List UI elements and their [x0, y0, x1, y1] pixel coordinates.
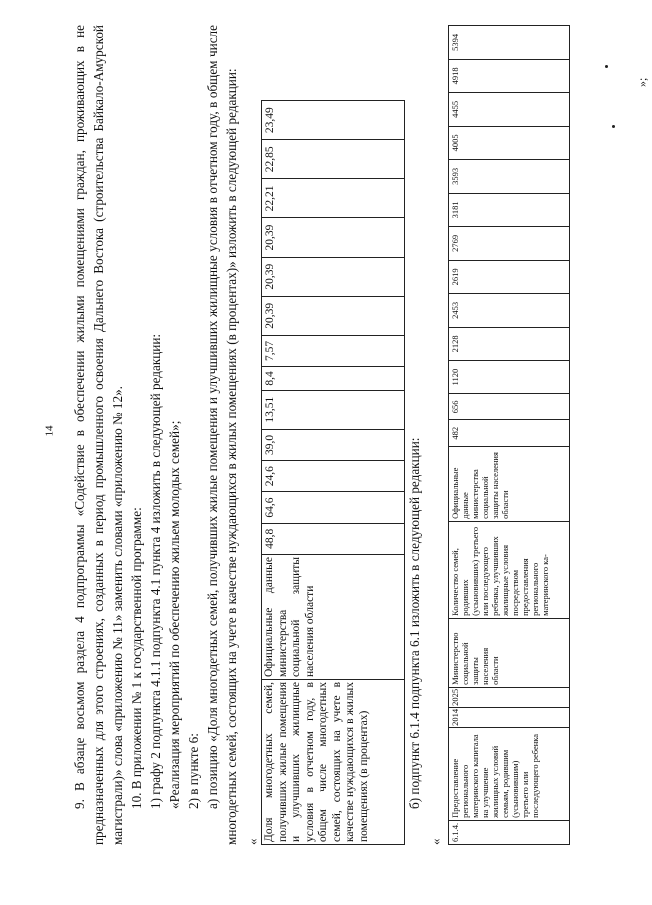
- value-cell: 2619: [449, 260, 570, 294]
- value-cell: 1120: [449, 361, 570, 394]
- value-cell: 4005: [449, 126, 570, 160]
- item-name-cell: Предоставление регионального материнского капитала на улучшение жилищных условий семьям, родившим (усыновившим) третьего или последующего ребенка: [449, 727, 570, 820]
- value-cell: 3181: [449, 193, 570, 227]
- value-cell: 2769: [449, 227, 570, 261]
- value-cell: 64,6: [262, 492, 405, 523]
- value-cell: 3593: [449, 160, 570, 194]
- value-cell: 4918: [449, 59, 570, 93]
- value-cell: 7,57: [262, 335, 405, 366]
- indicator-name-cell: Доля многодетных семей, получивших жилые помещения и улучшивших жилищные условия в отчетном году, в общем числе многодетных семей, состоящих на учете в качестве нуждающихся в жилых помещениях (в процентах): [262, 680, 405, 845]
- close-quote-1: »;: [635, 77, 649, 87]
- table-row: [262, 101, 405, 845]
- table-row: [449, 26, 570, 845]
- value-cell: 2128: [449, 327, 570, 361]
- value-cell: 24,6: [262, 461, 405, 492]
- table-indicator-large-families: [261, 100, 405, 845]
- year-to-cell: 2025: [449, 687, 570, 707]
- paragraph-9: 9. В абзаце восьмом раздела 4 подпрограммы «Содействие в обеспечении жилыми помещениями граждан, проживающих в не предназначенных для этого строениях, созданных в период промышленного освоения Дальнего Востока (строительства Байкало-Амурской магистрали)» слова «приложению № 11» заменить словами «приложению № 12».: [72, 25, 125, 845]
- indicator-source-cell: Официальные данные министерства социальной защиты населения области: [262, 555, 405, 680]
- value-cell: 22,85: [262, 140, 405, 179]
- value-cell: 20,39: [262, 218, 405, 257]
- speck-dot: [612, 125, 615, 128]
- paragraph-10-2: 2) в пункте 6:: [186, 733, 201, 809]
- speck-dot: [605, 65, 608, 68]
- value-cell: 2453: [449, 294, 570, 328]
- value-cell: 20,39: [262, 296, 405, 335]
- indicator-cell: Количество семей, родивших (усыновивших) третьего или последующего ребенка, улучшивших жилищные условия посредством предоставления регионального материнского ка-: [449, 521, 570, 618]
- value-cell: 656: [449, 394, 570, 420]
- item-number-cell: 6.1.4.: [449, 820, 570, 844]
- executor-cell: Министерство социальной защиты населения области: [449, 618, 570, 687]
- paragraph-10: 10. В приложении № 1 к государственной программе:: [129, 507, 144, 809]
- value-cell: 8,4: [262, 367, 405, 391]
- page-number: 14: [43, 425, 56, 437]
- open-quote-2: «: [428, 838, 443, 845]
- paragraph-10-1-quote: «Реализация мероприятий по обеспечению жильем молодых семей»;: [167, 420, 182, 809]
- value-cell: 482: [449, 420, 570, 446]
- year-from-cell: 2014: [449, 707, 570, 727]
- value-cell: 22,21: [262, 179, 405, 218]
- open-quote-1: «: [245, 838, 260, 845]
- paragraph-10-2a: а) позицию «Доля многодетных семей, получивших жилые помещения и улучшивших жилищные условия в отчетном году, в общем числе многодетных семей, состоящих на учете в качестве нуждающихся в жилых помещениях (в процентах)» изложить в следующей редакции:: [205, 25, 239, 845]
- value-cell: 20,39: [262, 257, 405, 296]
- value-cell: 5394: [449, 26, 570, 60]
- value-cell: 13,51: [262, 390, 405, 429]
- table-subitem-6-1-4: [448, 25, 570, 845]
- source-cell: Официальные данные министерства социальной защиты населения области: [449, 446, 570, 521]
- value-cell: 39,0: [262, 429, 405, 460]
- value-cell: 48,8: [262, 523, 405, 554]
- value-cell: 4455: [449, 93, 570, 127]
- paragraph-10-2b: б) подпункт 6.1.4 подпункта 6.1 изложить в следующей редакции:: [407, 437, 422, 809]
- rotated-page-content: [70, 25, 649, 845]
- paragraph-10-1: 1) графу 2 подпункта 4.1.1 подпункта 4.1 пункта 4 изложить в следующей редакции:: [148, 333, 163, 809]
- value-cell: 23,49: [262, 101, 405, 140]
